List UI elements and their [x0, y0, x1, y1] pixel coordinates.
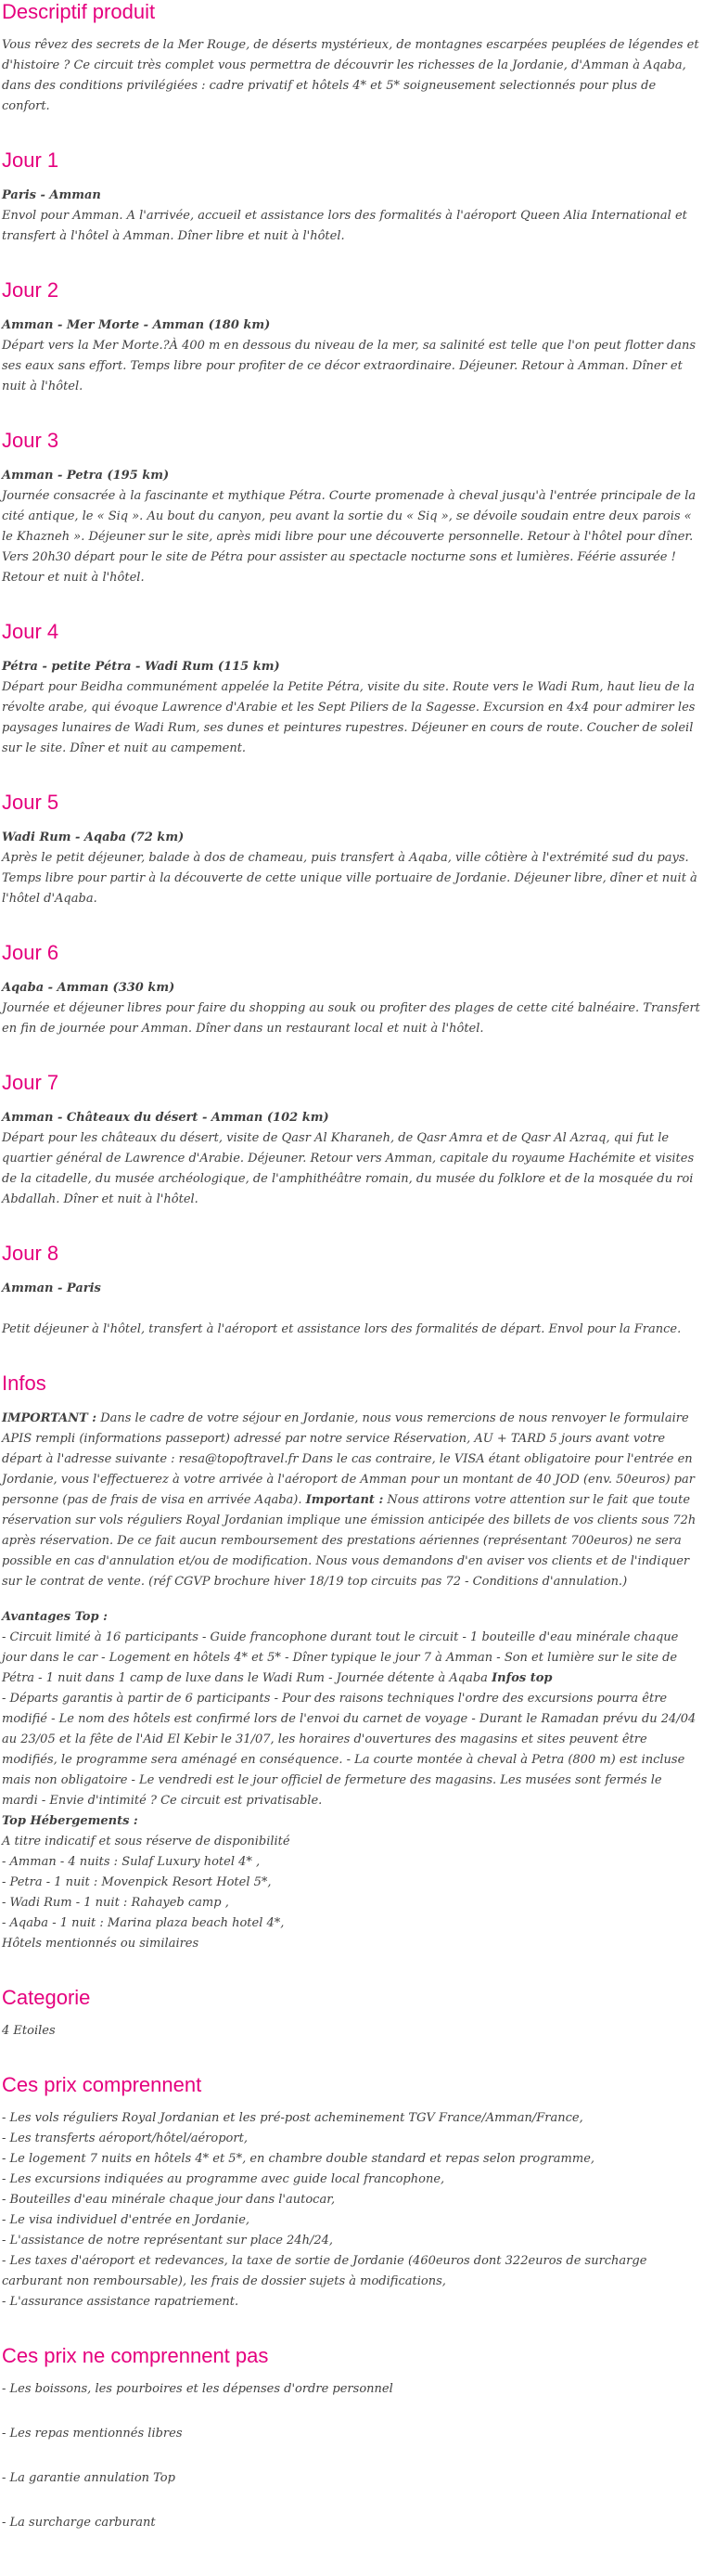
- list-item: - Les transferts aéroport/hôtel/aéroport,: [2, 2132, 248, 2145]
- comprennent-list: [2, 2108, 701, 2312]
- hebergements-label: Top Hébergements :: [2, 1814, 138, 1828]
- infos-hebergements: [2, 1811, 701, 1954]
- list-item: - Les taxes d'aéroport et redevances, la taxe de sortie de Jordanie (460euros dont 322euros de surcharge carburant non remboursable), les frais de dossier sujets à modifications,: [2, 2254, 647, 2288]
- day-text: Départ pour les châteaux du désert, visite de Qasr Al Kharaneh, de Qasr Amra et de Qasr Al Azraq, qui fut le quartier général de Lawrence d'Arabie. Déjeuner. Retour vers Amman, capitale du royaume Hachémite et visites de la citadelle, du musée archéologique, de l'amphithéâtre romain, du musée du folklore et de la mosquée du roi Abdallah. Dîner et nuit à l'hôtel.: [2, 1131, 695, 1206]
- day-title: Jour 8: [2, 1242, 59, 1265]
- list-item: - La garantie annulation Top: [2, 2471, 175, 2485]
- list-item: - L'assistance de notre représentant sur place 24h/24,: [2, 2234, 333, 2248]
- description-text: Vous rêvez des secrets de la Mer Rouge, de déserts mystérieux, de montagnes escarpées peuplées de légendes et d'histoire ? Ce circuit très complet vous permettra de découvrir les richesses de la Jordanie, d'Amman à Aqaba, dans des conditions privilégiées : cadre privatif et hôtels 4* et 5* soigneusement selectionnés pour plus de confort.: [2, 38, 699, 113]
- day-title: Jour 3: [2, 429, 59, 452]
- categorie-title: Categorie: [2, 1986, 91, 2009]
- day-section: [2, 1242, 701, 1340]
- day-text: Départ pour Beidha communément appelée la Petite Pétra, visite du site. Route vers le Wadi Rum, haut lieu de la révolte arabe, qui évoque Lawrence d'Arabie et les Sept Piliers de la Sagesse. Excursion en 4x4 pour admirer les paysages lunaires de Wadi Rum, ses dunes et peintures rupestres. Déjeuner en cours de route. Coucher de soleil sur le site. Dîner et nuit au campement.: [2, 680, 696, 755]
- ne-comprennent-list: [2, 2379, 701, 2533]
- avantages-label: Avantages Top :: [2, 1610, 108, 1624]
- infos-top-text: - Départs garantis à partir de 6 participants - Pour des raisons techniques l'ordre des excursions pourra être modifié - Le nom des hôtels est confirmé lors de l'envoi du carnet de voyage - Durant le Ramadan prévu du 24/04 au 23/05 et la fête de l'Aid El Kebir le 31/07, les horaires d'ouvertures des magasins et sites peuvent être modifiés, le programme sera aménagé en conséquence. - La courte montée à cheval à Petra (800 m) est incluse mais non obligatoire - Le vendredi est le jour officiel de fermeture des magasins. Les musées sont fermés le mardi - Envie d'intimité ? Ce circuit est privatisable.: [2, 1692, 697, 1808]
- day-route: Amman - Paris: [2, 1282, 101, 1295]
- list-item: - Les excursions indiquées au programme avec guide local francophone,: [2, 2172, 445, 2186]
- day-text: Envol pour Amman. A l'arrivée, accueil et assistance lors des formalités à l'aéroport Queen Alia International et transfert à l'hôtel à Amman. Dîner libre et nuit à l'hôtel.: [2, 209, 687, 243]
- day-section: [2, 278, 701, 397]
- infos-important: [2, 1409, 701, 1592]
- ne-comprennent-title: Ces prix ne comprennent pas: [2, 2344, 269, 2367]
- infos-top-label: Infos top: [492, 1671, 553, 1685]
- list-item: - Les repas mentionnés libres: [2, 2427, 183, 2441]
- important2-text: Nous attirons votre attention sur le fait que toute réservation sur vols réguliers Royal Jordanian implique une émission anticipée des billets de vos clients sous 72h après réservation. De ce fait aucun remboursement des prestations aériennes (représentant 700euros) ne sera possible en cas d'annulation et/ou de modification. Nous vous demandons d'en aviser vos clients et de l'indiquer sur le contrat de vente. (réf CGVP brochure hiver 18/19 top circuits pas 72 - Conditions d'annulation.): [2, 1493, 697, 1589]
- avantages-text: - Circuit limité à 16 participants - Guide francophone durant tout le circuit - 1 bouteille d'eau minérale chaque jour dans le car - Logement en hôtels 4* et 5* - Dîner typique le jour 7 à Amman - Son et lumière sur le site de Pétra - 1 nuit dans 1 camp de luxe dans le Wadi Rum - Journée détente à Aqaba: [2, 1630, 679, 1685]
- day-route: Amman - Châteaux du désert - Amman (102 km): [2, 1111, 329, 1125]
- description-section: [2, 0, 701, 117]
- day-section: [2, 620, 701, 759]
- hebergement-line: - Aqaba - 1 nuit : Marina plaza beach hotel 4*,: [2, 1916, 285, 1930]
- list-item: - Le logement 7 nuits en hôtels 4* et 5*, en chambre double standard et repas selon programme,: [2, 2152, 595, 2166]
- important-label: IMPORTANT :: [2, 1411, 97, 1425]
- list-item: - Les vols réguliers Royal Jordanian et les pré-post acheminement TGV France/Amman/France,: [2, 2111, 583, 2125]
- comprennent-title: Ces prix comprennent: [2, 2073, 202, 2096]
- comprennent-section: [2, 2073, 701, 2312]
- list-item: - Le visa individuel d'entrée en Jordanie,: [2, 2213, 250, 2227]
- hebergement-line: - Petra - 1 nuit : Movenpick Resort Hotel 5*,: [2, 1875, 272, 1889]
- day-text: Après le petit déjeuner, balade à dos de chameau, puis transfert à Aqaba, ville côtière à l'extrémité sud du pays. Temps libre pour partir à la découverte de cette unique ville portuaire de Jordanie. Déjeuner libre, dîner et nuit à l'hôtel d'Aqaba.: [2, 851, 697, 906]
- description-title: Descriptif produit: [2, 0, 156, 23]
- hebergement-line: A titre indicatif et sous réserve de disponibilité: [2, 1835, 290, 1848]
- day-title: Jour 5: [2, 791, 59, 814]
- list-item: - Les boissons, les pourboires et les dépenses d'ordre personnel: [2, 2382, 393, 2396]
- day-route: Paris - Amman: [2, 188, 101, 202]
- infos-title: Infos: [2, 1372, 46, 1395]
- day-title: Jour 2: [2, 278, 59, 302]
- day-title: Jour 7: [2, 1071, 59, 1094]
- day-section: [2, 148, 701, 247]
- day-section: [2, 1071, 701, 1210]
- infos-section: [2, 1372, 701, 1954]
- day-text: Départ vers la Mer Morte.?À 400 m en dessous du niveau de la mer, sa salinité est telle que l'on peut flotter dans ses eaux sans effort. Temps libre pour profiter de ce décor extraordinaire. Déjeuner. Retour à Amman. Dîner et nuit à l'hôtel.: [2, 339, 697, 393]
- list-item: - Bouteilles d'eau minérale chaque jour dans l'autocar,: [2, 2193, 336, 2207]
- categorie-text: 4 Etoiles: [2, 2024, 56, 2038]
- day-title: Jour 1: [2, 148, 59, 172]
- important-text: Dans le cadre de votre séjour en Jordanie, nous vous remercions de nous renvoyer le formulaire APIS rempli (informations passeport) adressé par notre service Réservation, AU + TARD 5 jours avant votre départ à l'adresse suivante : resa@topoftravel.fr Dans le cas contraire, le VISA étant obligatoire pour l'entrée en Jordanie, vous l'effectuerez à votre arrivée à l'aéroport de Amman pour un montant de 40 JOD (env. 50euros) par personne (pas de frais de visa en arrivée Aqaba).: [2, 1411, 695, 1507]
- ne-comprennent-section: [2, 2344, 701, 2533]
- hebergement-line: - Wadi Rum - 1 nuit : Rahayeb camp ,: [2, 1896, 229, 1910]
- day-route: Amman - Petra (195 km): [2, 469, 170, 483]
- day-text: Petit déjeuner à l'hôtel, transfert à l'aéroport et assistance lors des formalités de départ. Envol pour la France.: [2, 1322, 682, 1336]
- day-text: Journée et déjeuner libres pour faire du shopping au souk ou profiter des plages de cette cité balnéaire. Transfert en fin de journée pour Amman. Dîner dans un restaurant local et nuit à l'hôtel.: [2, 1001, 700, 1036]
- day-route: Wadi Rum - Aqaba (72 km): [2, 831, 185, 844]
- hebergement-line: Hôtels mentionnés ou similaires: [2, 1937, 199, 1951]
- infos-avantages: [2, 1607, 701, 1811]
- day-title: Jour 6: [2, 941, 59, 964]
- day-title: Jour 4: [2, 620, 59, 643]
- list-item: - L'assurance assistance rapatriement.: [2, 2295, 239, 2309]
- day-section: [2, 791, 701, 909]
- important2-label: Important :: [305, 1493, 384, 1507]
- hebergement-line: - Amman - 4 nuits : Sulaf Luxury hotel 4* ,: [2, 1855, 261, 1869]
- hebergements-list: [2, 1832, 701, 1954]
- list-item: - La surcharge carburant: [2, 2516, 156, 2530]
- day-route: Amman - Mer Morte - Amman (180 km): [2, 318, 271, 332]
- itinerary: [2, 148, 701, 1340]
- categorie-section: [2, 1986, 701, 2041]
- day-section: [2, 941, 701, 1039]
- day-route: Aqaba - Amman (330 km): [2, 981, 175, 995]
- day-route: Pétra - petite Pétra - Wadi Rum (115 km): [2, 660, 280, 674]
- day-section: [2, 429, 701, 588]
- day-text: Journée consacrée à la fascinante et mythique Pétra. Courte promenade à cheval jusqu'à l'entrée principale de la cité antique, le « Siq ». Au bout du canyon, peu avant la sortie du « Siq », se dévoile soudain entre deux parois « le Khazneh ». Déjeuner sur le site, après midi libre pour une découverte personnelle. Retour à l'hôtel pour dîner. Vers 20h30 départ pour le site de Pétra pour assister au spectacle nocturne sons et lumières. Féérie assurée ! Retour et nuit à l'hôtel.: [2, 489, 697, 585]
